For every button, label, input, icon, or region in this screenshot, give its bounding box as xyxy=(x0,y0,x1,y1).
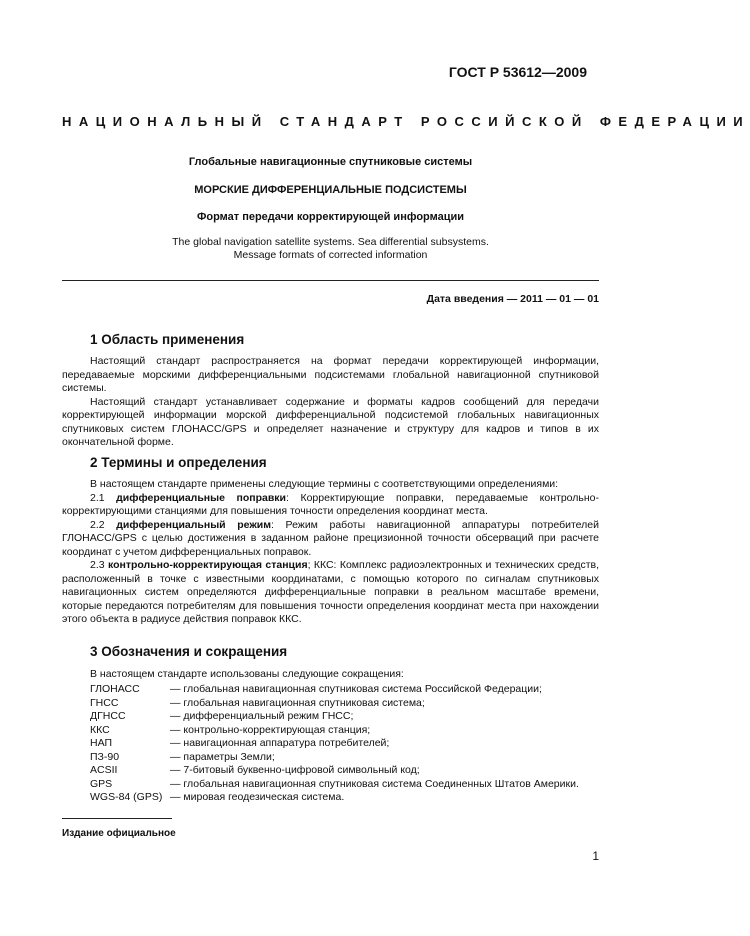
abbreviation-list xyxy=(90,683,579,805)
term-2-3 xyxy=(62,559,599,627)
abbreviation-term: ДГНСС xyxy=(90,710,126,722)
abbreviation-row xyxy=(90,751,579,765)
term-2-1-name: дифференциальные поправки xyxy=(116,491,287,504)
abbreviation-row xyxy=(90,791,579,805)
abbreviation-meaning: — мировая геодезическая система. xyxy=(170,791,345,803)
section-1-paragraph-1: Настоящий стандарт распространяется на формат передачи корректирующей информации, передаваемые морскими дифференциальными подсистемами глобальной навигационной спутниковой системы. xyxy=(62,355,599,394)
term-2-1-number: 2.1 xyxy=(90,491,117,504)
term-2-2-name: дифференциальный режим xyxy=(116,518,272,531)
abbreviation-meaning: — параметры Земли; xyxy=(170,750,275,763)
abbreviation-row xyxy=(90,778,579,792)
term-2-2-definition: : Режим работы навигационной аппаратуры потребителей ГЛОНАСС/GPS с целью достижения в заданном районе прецизионной точности обсерваций при расчете координат с учетом дифференциальных поправок. xyxy=(62,518,599,558)
term-2-3-number: 2.3 xyxy=(90,559,108,571)
title-line-2: МОРСКИЕ ДИФФЕРЕНЦИАЛЬНЫЕ ПОДСИСТЕМЫ xyxy=(194,184,467,196)
section-2-heading: 2 Термины и определения xyxy=(90,455,267,470)
abbreviation-meaning: — дифференциальный режим ГНСС; xyxy=(170,710,354,722)
abbreviation-row xyxy=(90,710,579,724)
section-3-intro: В настоящем стандарте использованы следующие сокращения: xyxy=(90,668,404,680)
section-1-heading: 1 Область применения xyxy=(90,332,245,347)
abbreviation-row xyxy=(90,724,579,738)
title-divider xyxy=(62,280,599,281)
abbreviation-row xyxy=(90,737,579,751)
abbreviation-term: ПЗ-90 xyxy=(90,750,120,763)
introduction-date: Дата введения — 2011 — 01 — 01 xyxy=(426,293,599,305)
abbreviation-meaning: — глобальная навигационная спутниковая система Российской Федерации; xyxy=(170,683,542,695)
abbreviation-row xyxy=(90,697,579,711)
term-2-1-definition: : Корректирующие поправки, передаваемые контрольно-корректирующими станциями для повышения точности определения координат места. xyxy=(62,491,600,517)
section-1-body xyxy=(62,355,599,450)
page-number: 1 xyxy=(592,849,599,863)
title-line-3: Формат передачи корректирующей информации xyxy=(196,211,465,223)
document-code: ГОСТ Р 53612—2009 xyxy=(448,64,587,80)
abbreviation-term: ГНСС xyxy=(90,696,119,709)
abbreviation-term: НАП xyxy=(90,737,113,749)
footer-divider xyxy=(62,818,172,819)
section-1-paragraph-2: Настоящий стандарт устанавливает содержание и форматы кадров сообщений для передачи корректирующей информации морской дифференциальной подсистемой глобальных навигационных спутниковых систем ГЛОНАСС/GPS и определяет назначение и структуру для кадров и типов в их окончательной форме. xyxy=(62,395,599,448)
abbreviation-meaning: — навигационная аппаратура потребителей; xyxy=(170,737,390,749)
abbreviation-meaning: — контрольно-корректирующая станция; xyxy=(170,723,371,736)
section-3-intro-block xyxy=(62,668,599,682)
term-2-2 xyxy=(62,519,599,560)
term-2-2-number: 2.2 xyxy=(90,518,117,531)
term-2-3-name: контрольно-корректирующая станция xyxy=(107,559,308,571)
english-title-line-1: The global navigation satellite systems. Sea differential subsystems. xyxy=(172,236,489,248)
term-2-3-definition: ; ККС: Комплекс радиоэлектронных и технических средств, расположенный в точке с известными координатами, с помощью которого по сигналам спутниковых навигационных систем определяются дифференциальные поправки в реальном масштабе времени, которые передаются потребителям для повышения точности определения координат места при нахождении этого объекта в радиусе действия поправок ККС. xyxy=(62,559,599,625)
abbreviation-row xyxy=(90,764,579,778)
section-2-body xyxy=(62,478,599,627)
abbreviation-term: GPS xyxy=(90,777,113,790)
abbreviation-term: ACSII xyxy=(90,764,118,776)
english-title xyxy=(0,236,661,261)
abbreviation-term: WGS-84 (GPS) xyxy=(90,791,163,803)
title-line-1: Глобальные навигационные спутниковые системы xyxy=(188,156,473,168)
abbreviation-meaning: — глобальная навигационная спутниковая система Соединенных Штатов Америки. xyxy=(170,777,579,790)
abbreviation-meaning: — 7-битовый буквенно-цифровой символьный код; xyxy=(170,764,420,776)
section-3-heading: 3 Обозначения и сокращения xyxy=(90,644,288,659)
abbreviation-row xyxy=(90,683,579,697)
section-2-intro: В настоящем стандарте применены следующие термины с соответствующими определениями: xyxy=(90,478,559,490)
abbreviation-meaning: — глобальная навигационная спутниковая система; xyxy=(170,696,425,709)
english-title-line-2: Message formats of corrected information xyxy=(233,248,428,261)
abbreviation-term: ГЛОНАСС xyxy=(90,683,140,695)
abbreviation-term: ККС xyxy=(90,723,110,736)
term-2-1 xyxy=(62,492,599,519)
official-edition-label: Издание официальное xyxy=(62,828,176,839)
national-standard-banner: НАЦИОНАЛЬНЫЙ СТАНДАРТ РОССИЙСКОЙ ФЕДЕРАЦИИ xyxy=(62,114,750,129)
